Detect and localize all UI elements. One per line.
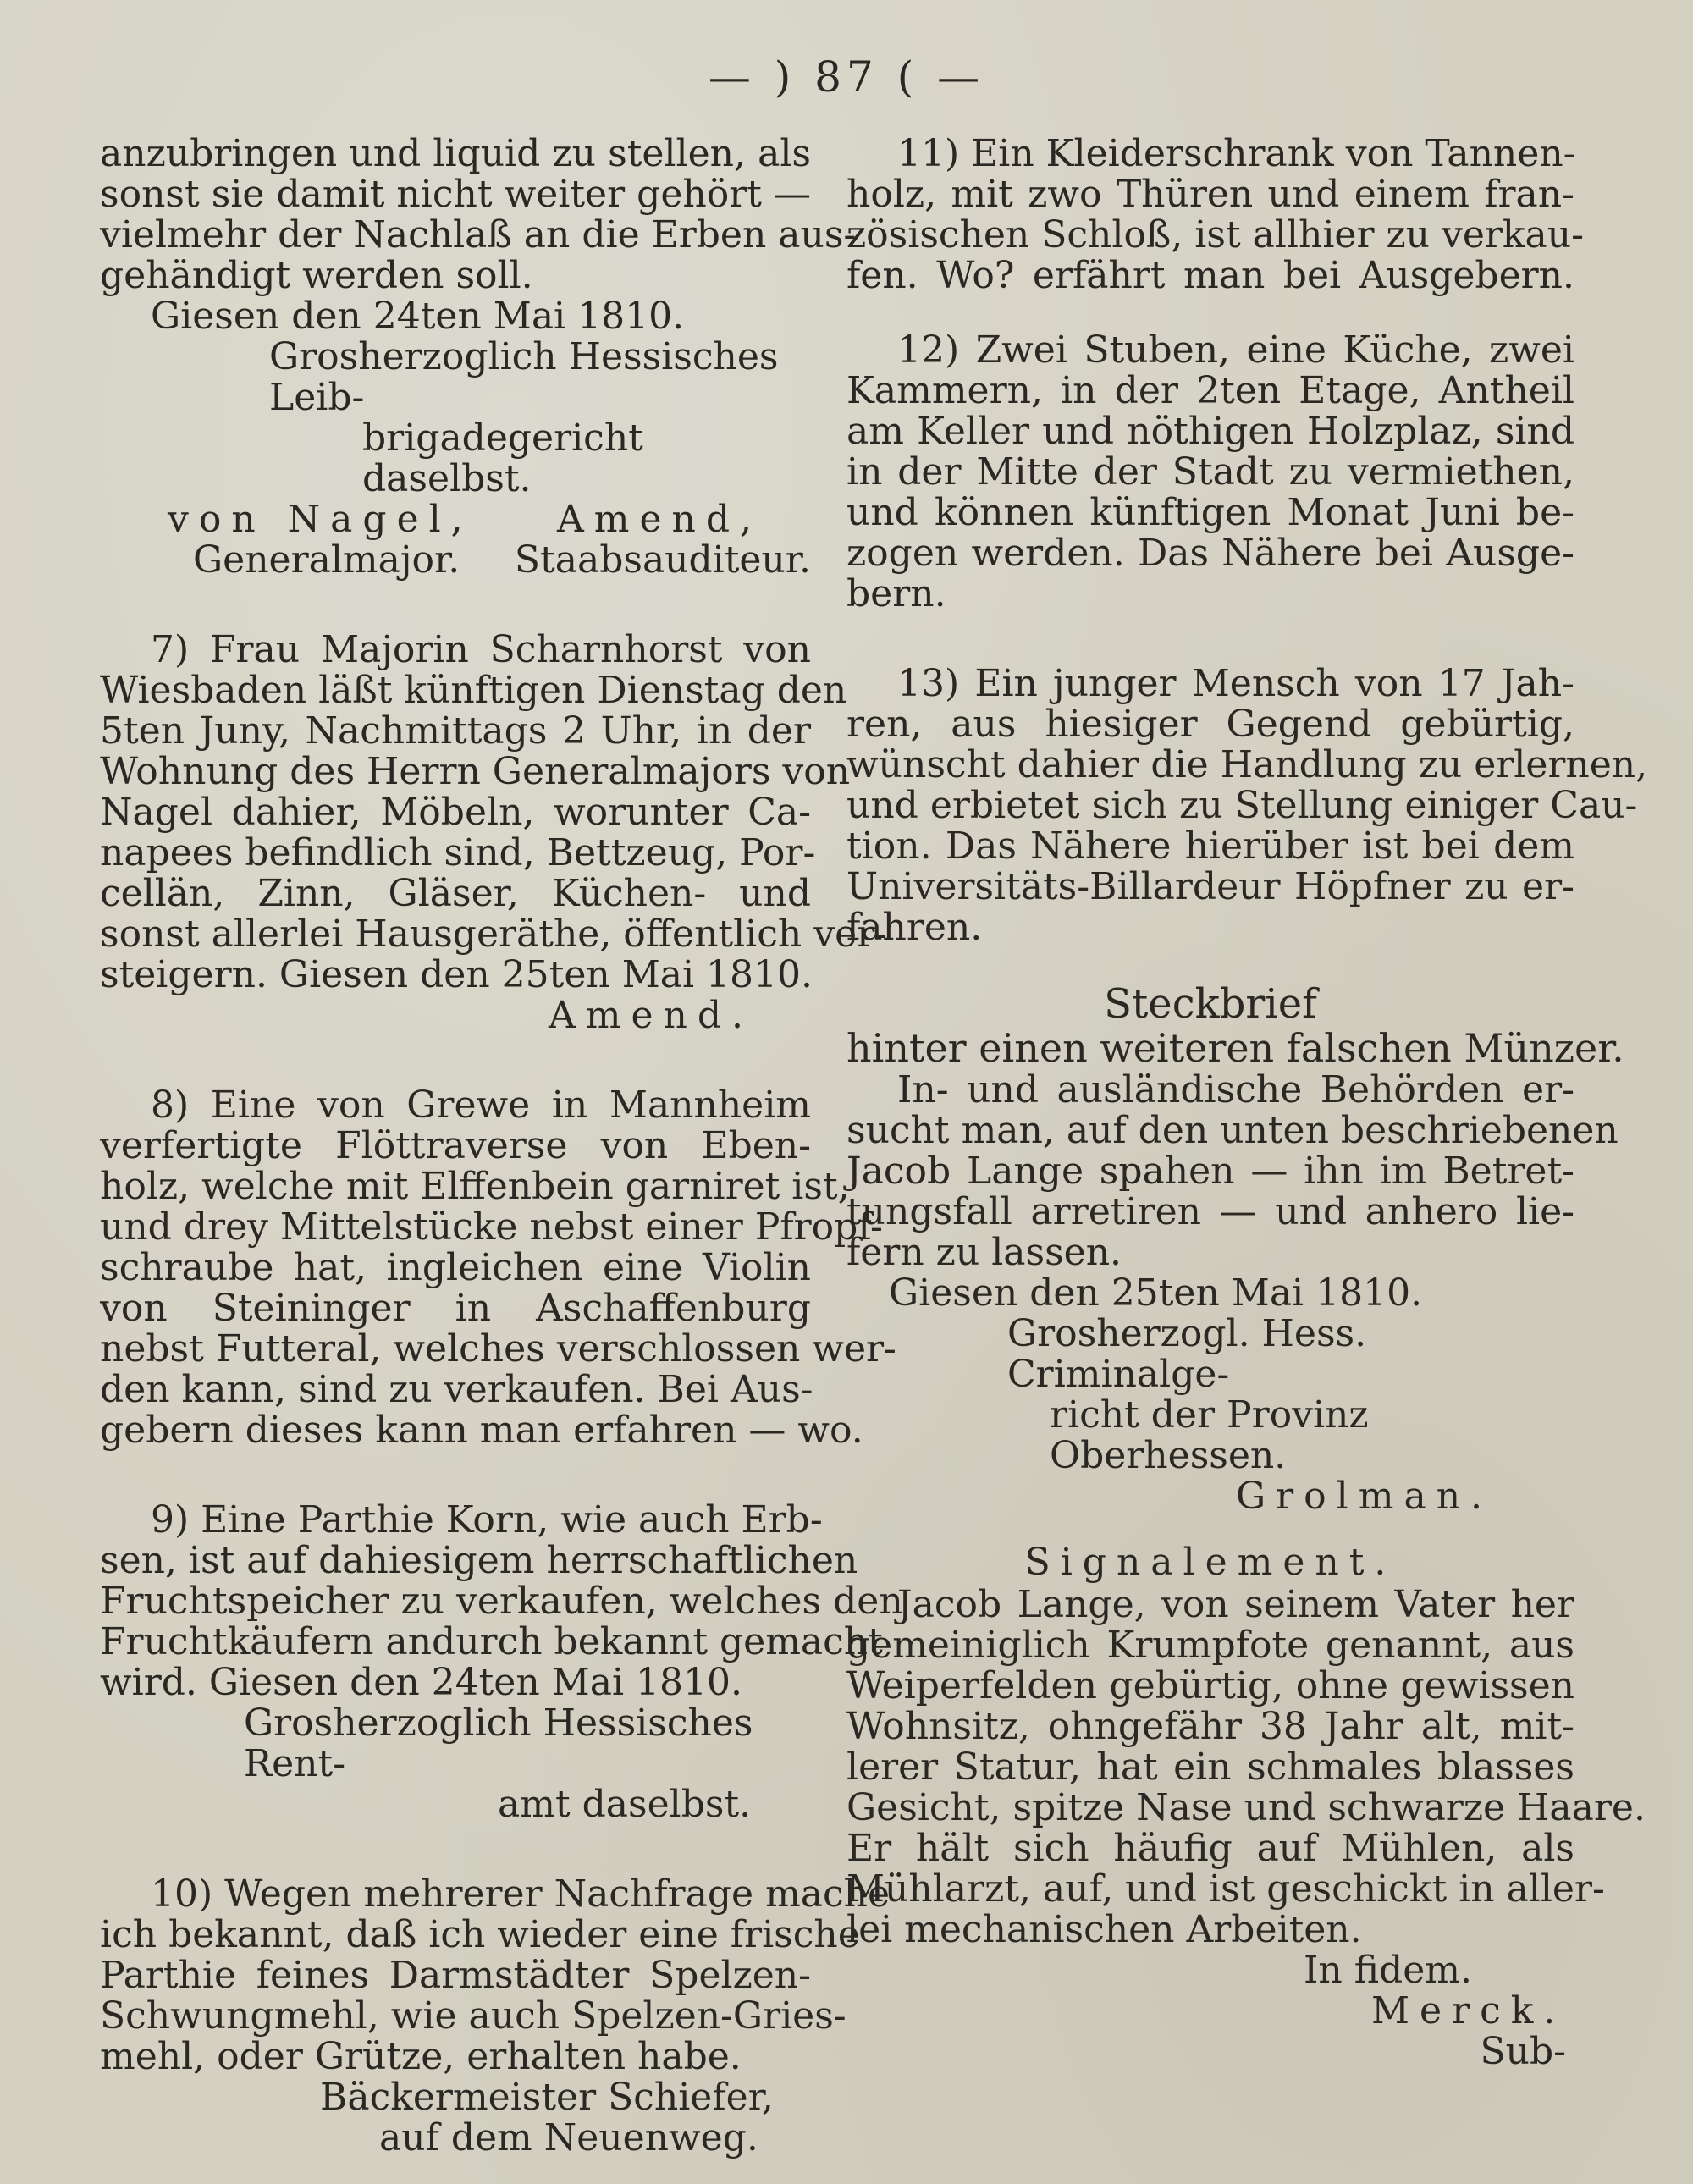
notice-10-address: auf dem Neuenweg. (379, 2116, 758, 2159)
text-line: 8) Eine von Grewe in Mannheim (151, 1084, 811, 1127)
text-line: 7) Frau Majorin Scharnhorst von (151, 628, 811, 671)
text-line: Universitäts-Billardeur Höpfner zu er- (846, 865, 1574, 908)
signer-name: von Nagel, (168, 498, 473, 541)
text-line: Fruchtkäufern andurch bekannt gemacht (100, 1620, 883, 1663)
steckbrief-authority: Grosherzogl. Hess. Criminalge- (1007, 1312, 1367, 1396)
notice-9-authority: Grosherzoglich Hessisches Rent- (244, 1701, 753, 1785)
text-line: sucht man, auf den unten beschriebenen (846, 1109, 1619, 1152)
text-line: Schwungmehl, wie auch Spelzen-Gries- (100, 1994, 846, 2038)
text-line: mehl, oder Grütze, erhalten habe. (100, 2035, 742, 2078)
text-line: sonst allerlei Hausgeräthe, öffentlich ver- (100, 913, 888, 956)
text-line: den kann, sind zu verkaufen. Bei Aus- (100, 1368, 813, 1411)
text-line: 12) Zwei Stuben, eine Küche, zwei (897, 328, 1574, 372)
notice-10-signer: Bäckermeister Schiefer, (320, 2076, 774, 2119)
text-line: Jacob Lange spahen — ihn im Betret- (846, 1150, 1574, 1193)
text-line: napees befindlich sind, Bettzeug, Por- (100, 831, 816, 874)
text-line: tungsfall arretiren — und anhero lie- (846, 1190, 1574, 1233)
text-line: 5ten Juny, Nachmittags 2 Uhr, in der (100, 709, 811, 753)
signalement-signer: Merck. (1371, 1989, 1566, 2032)
text-line: Weiperfelden gebürtig, ohne gewissen (846, 1664, 1574, 1707)
notice-6-authority-cont: brigadegericht daselbst. (362, 416, 643, 500)
text-line: anzubringen und liquid zu stellen, als (100, 132, 811, 175)
steckbrief-date: Giesen den 25ten Mai 1810. (889, 1271, 1423, 1315)
text-line: Wohnung des Herrn Generalmajors von (100, 750, 851, 793)
text-line: Wiesbaden läßt künftigen Dienstag den (100, 669, 847, 712)
text-line: tion. Das Nähere hierüber ist bei dem (846, 825, 1574, 868)
text-line: 9) Eine Parthie Korn, wie auch Erb- (151, 1498, 823, 1541)
text-line: am Keller und nöthigen Holzplaz, sind (846, 410, 1574, 453)
signer-name: Amend, (557, 498, 763, 541)
text-line: von Steininger in Aschaffenburg (100, 1287, 811, 1330)
notice-6 (100, 132, 857, 297)
text-line: fahren. (846, 906, 983, 949)
notice-6-titles (100, 540, 811, 581)
text-line: Fruchtspeicher zu verkaufen, welches den (100, 1580, 903, 1623)
text-line: fern zu lassen. (846, 1231, 1122, 1274)
text-line: und erbietet sich zu Stellung einiger Cau- (846, 784, 1638, 827)
notice-6-date: Giesen den 24ten Mai 1810. (151, 295, 685, 338)
text-line: wird. Giesen den 24ten Mai 1810. (100, 1661, 742, 1704)
text-line: Jacob Lange, von seinem Vater her (897, 1583, 1574, 1626)
text-line: nebst Futteral, welches verschlossen wer- (100, 1327, 896, 1371)
steckbrief-subtitle: hinter einen weiteren falschen Münzer. (846, 1025, 1624, 1071)
page-number: — ) 87 ( — (708, 52, 985, 102)
text-line: In- und ausländische Behörden er- (897, 1068, 1574, 1111)
notice-7-signer: Amend. (549, 994, 754, 1037)
left-column (100, 132, 903, 2159)
right-column (846, 132, 1648, 2073)
in-fidem: In fidem. (1304, 1949, 1472, 1992)
text-line: Gesicht, spitze Nase und schwarze Haare. (846, 1786, 1646, 1829)
signer-title: Generalmajor. (193, 538, 460, 582)
text-line: Er hält sich häufig auf Mühlen, als (846, 1827, 1574, 1870)
text-line: fen. Wo? erfährt man bei Ausgebern. (846, 254, 1574, 297)
notice-12 (846, 330, 1574, 615)
notice-6-authority: Grosherzoglich Hessisches Leib- (269, 335, 779, 419)
text-line: zösischen Schloß, ist allhier zu verkau- (846, 213, 1584, 256)
text-line: gebern dieses kann man erfahren — wo. (100, 1409, 863, 1452)
steckbrief-title: Steckbrief (1104, 980, 1317, 1028)
text-line: wünscht dahier die Handlung zu erlernen, (846, 743, 1648, 786)
text-line: holz, mit zwo Thüren und einem fran- (846, 173, 1574, 216)
text-line: Mühlarzt, auf, und ist geschickt in aller- (846, 1867, 1605, 1911)
text-line: Wohnsitz, ohngefähr 38 Jahr alt, mit- (846, 1705, 1574, 1748)
text-line: 11) Ein Kleiderschrank von Tannen- (897, 132, 1576, 175)
text-line: cellän, Zinn, Gläser, Küchen- und (100, 872, 811, 915)
text-line: Parthie feines Darmstädter Spelzen- (100, 1954, 811, 1997)
text-line: steigern. Giesen den 25ten Mai 1810. (100, 953, 813, 996)
text-line: vielmehr der Nachlaß an die Erben aus- (100, 213, 857, 256)
steckbrief-signer: Grolman. (1236, 1475, 1493, 1518)
text-line: Kammern, in der 2ten Etage, Antheil (846, 369, 1574, 412)
notice-9-authority-cont: amt daselbst. (498, 1783, 752, 1826)
text-line: in der Mitte der Stadt zu vermiethen, (846, 450, 1574, 494)
notice-10 (100, 1872, 891, 2078)
text-line: lei mechanischen Arbeiten. (846, 1908, 1362, 1951)
text-line: Nagel dahier, Möbeln, worunter Ca- (100, 791, 811, 834)
text-line: gehändigt werden soll. (100, 254, 533, 297)
text-line: 13) Ein junger Mensch von 17 Jah- (897, 662, 1574, 705)
notice-6-signers (100, 499, 811, 540)
text-line: 10) Wegen mehrerer Nachfrage mache (151, 1872, 891, 1916)
text-line: bern. (846, 572, 946, 615)
notice-9 (100, 1498, 903, 1704)
notice-11 (846, 132, 1584, 297)
notice-13 (846, 662, 1648, 949)
signalement-text (846, 1583, 1646, 1951)
text-line: zogen werden. Das Nähere bei Ausge- (846, 532, 1574, 575)
text-line: schraube hat, ingleichen eine Violin (100, 1246, 811, 1289)
notice-7 (100, 628, 888, 996)
text-line: ren, aus hiesiger Gegend gebürtig, (846, 703, 1574, 746)
catchword: Sub- (1480, 2030, 1566, 2073)
text-line: verfertigte Flöttraverse von Eben- (100, 1124, 811, 1167)
signalement-title: Signalement. (1024, 1541, 1397, 1584)
signer-title: Staabsauditeur. (514, 538, 811, 582)
steckbrief-text (846, 1068, 1619, 1274)
text-line: und können künftigen Monat Juni be- (846, 491, 1574, 534)
text-line: holz, welche mit Elffenbein garniret ist, (100, 1165, 850, 1208)
text-line: ich bekannt, daß ich wieder eine frische (100, 1913, 860, 1956)
text-line: sen, ist auf dahiesigem herrschaftlichen (100, 1539, 858, 1582)
text-line: und drey Mittelstücke nebst einer Pfropf- (100, 1205, 883, 1249)
text-line: lerer Statur, hat ein schmales blasses (846, 1746, 1574, 1789)
text-line: sonst sie damit nicht weiter gehört — (100, 173, 811, 216)
notice-8 (100, 1084, 896, 1452)
steckbrief-authority-cont: richt der Provinz Oberhessen. (1050, 1393, 1369, 1477)
text-line: gemeiniglich Krumpfote genannt, aus (846, 1624, 1574, 1667)
